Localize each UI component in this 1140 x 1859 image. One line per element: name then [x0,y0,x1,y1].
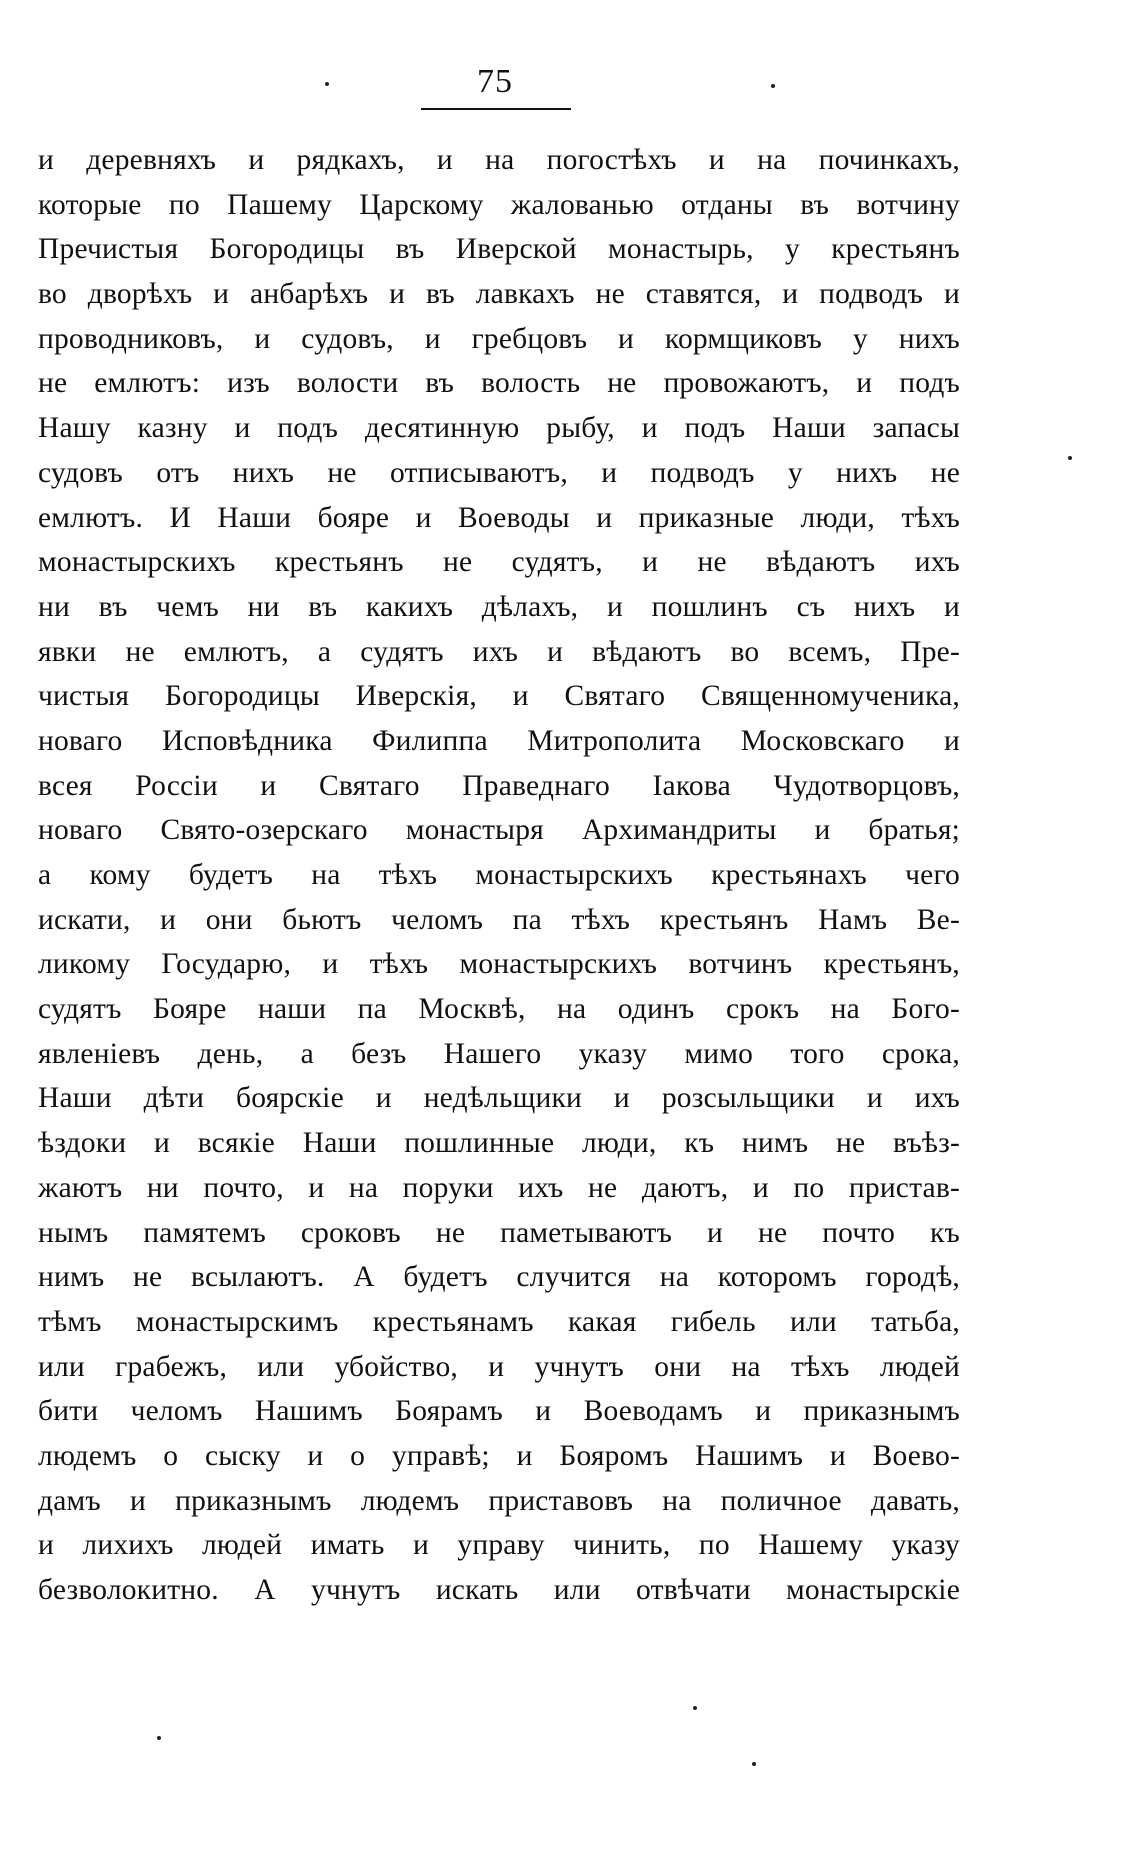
text-line: нымъ памятемъ сроковъ не паметываютъ и не почто къ [38,1216,960,1249]
text-line: явленіевъ день, а безъ Нашего указу мимо того срока, [38,1037,960,1070]
scan-speck [693,1706,697,1710]
text-line: искати, и они бьютъ челомъ па тѣхъ крестьянъ Намъ Ве- [38,903,960,936]
text-line: дамъ и приказнымъ людемъ приставовъ на поличное давать, [38,1484,960,1517]
text-line: которые по Пашему Царскому жалованью отданы въ вотчину [38,188,960,221]
text-line: ликому Государю, и тѣхъ монастырскихъ вотчинъ крестьянъ, [38,948,960,981]
text-line: новаго Исповѣдника Филиппа Митрополита Московскаго и [38,724,960,757]
text-line: не емлютъ: изъ волости въ волость не провожаютъ, и подъ [38,367,960,400]
text-line: судовъ отъ нихъ не отписываютъ, и подводъ у нихъ не [38,456,960,489]
text-line: во дворѣхъ и анбарѣхъ и въ лавкахъ не ставятся, и подводъ и [38,278,960,311]
page-number: 75 [477,63,513,100]
scan-speck [1068,456,1072,460]
scan-speck [752,1762,756,1766]
scan-speck [157,1736,161,1740]
text-line: чистыя Богородицы Иверскія, и Святаго Священномученика, [38,680,960,713]
text-line: Наши дѣти боярскіе и недѣльщики и розсыльщики и ихъ [38,1082,960,1115]
text-line: безволокитно. А учнутъ искать или отвѣчати монастырскіе [38,1574,960,1606]
text-line: и лихихъ людей имать и управу чинить, по Нашему указу [38,1529,960,1562]
scan-speck [771,84,775,88]
text-line: Нашу казну и подъ десятинную рыбу, и подъ Наши запасы [38,412,960,445]
text-line: емлютъ. И Наши бояре и Воеводы и приказные люди, тѣхъ [38,501,960,534]
text-line: и деревняхъ и рядкахъ, и на погостѣхъ и на починкахъ, [38,144,960,176]
text-line: ѣздоки и всякіе Наши пошлинные люди, къ нимъ не въѣз- [38,1127,960,1160]
text-line: монастырскихъ крестьянъ не судятъ, и не вѣдаютъ ихъ [38,546,960,579]
text-line: ни въ чемъ ни въ какихъ дѣлахъ, и пошлинъ съ нихъ и [38,590,960,623]
text-line: всея Россіи и Святаго Праведнаго Іакова Чудотворцовъ, [38,769,960,802]
text-line: новаго Свято-озерскаго монастыря Архимандриты и братья; [38,814,960,847]
text-line: Пречистыя Богородицы въ Иверской монастырь, у крестьянъ [38,233,960,266]
body-text [38,138,960,1613]
text-line: тѣмъ монастырскимъ крестьянамъ какая гибель или татьба, [38,1305,960,1338]
scan-speck [325,82,329,86]
text-line: явки не емлютъ, а судятъ ихъ и вѣдаютъ во всемъ, Пре- [38,635,960,668]
text-line: а кому будетъ на тѣхъ монастырскихъ крестьянахъ чего [38,859,960,891]
page-number-rule [421,108,571,110]
text-line: жаютъ ни почто, и на поруки ихъ не даютъ, и по пристав- [38,1171,960,1204]
text-line: бити челомъ Нашимъ Боярамъ и Воеводамъ и приказнымъ [38,1395,960,1428]
text-line: нимъ не всылаютъ. А будетъ случится на которомъ городѣ, [38,1261,960,1294]
text-line: судятъ Бояре наши па Москвѣ, на одинъ срокъ на Бого- [38,993,960,1026]
text-line: людемъ о сыску и о управѣ; и Бояромъ Нашимъ и Воево- [38,1439,960,1472]
text-line: или грабежъ, или убойство, и учнутъ они на тѣхъ людей [38,1350,960,1383]
text-line: проводниковъ, и судовъ, и гребцовъ и кормщиковъ у нихъ [38,322,960,355]
